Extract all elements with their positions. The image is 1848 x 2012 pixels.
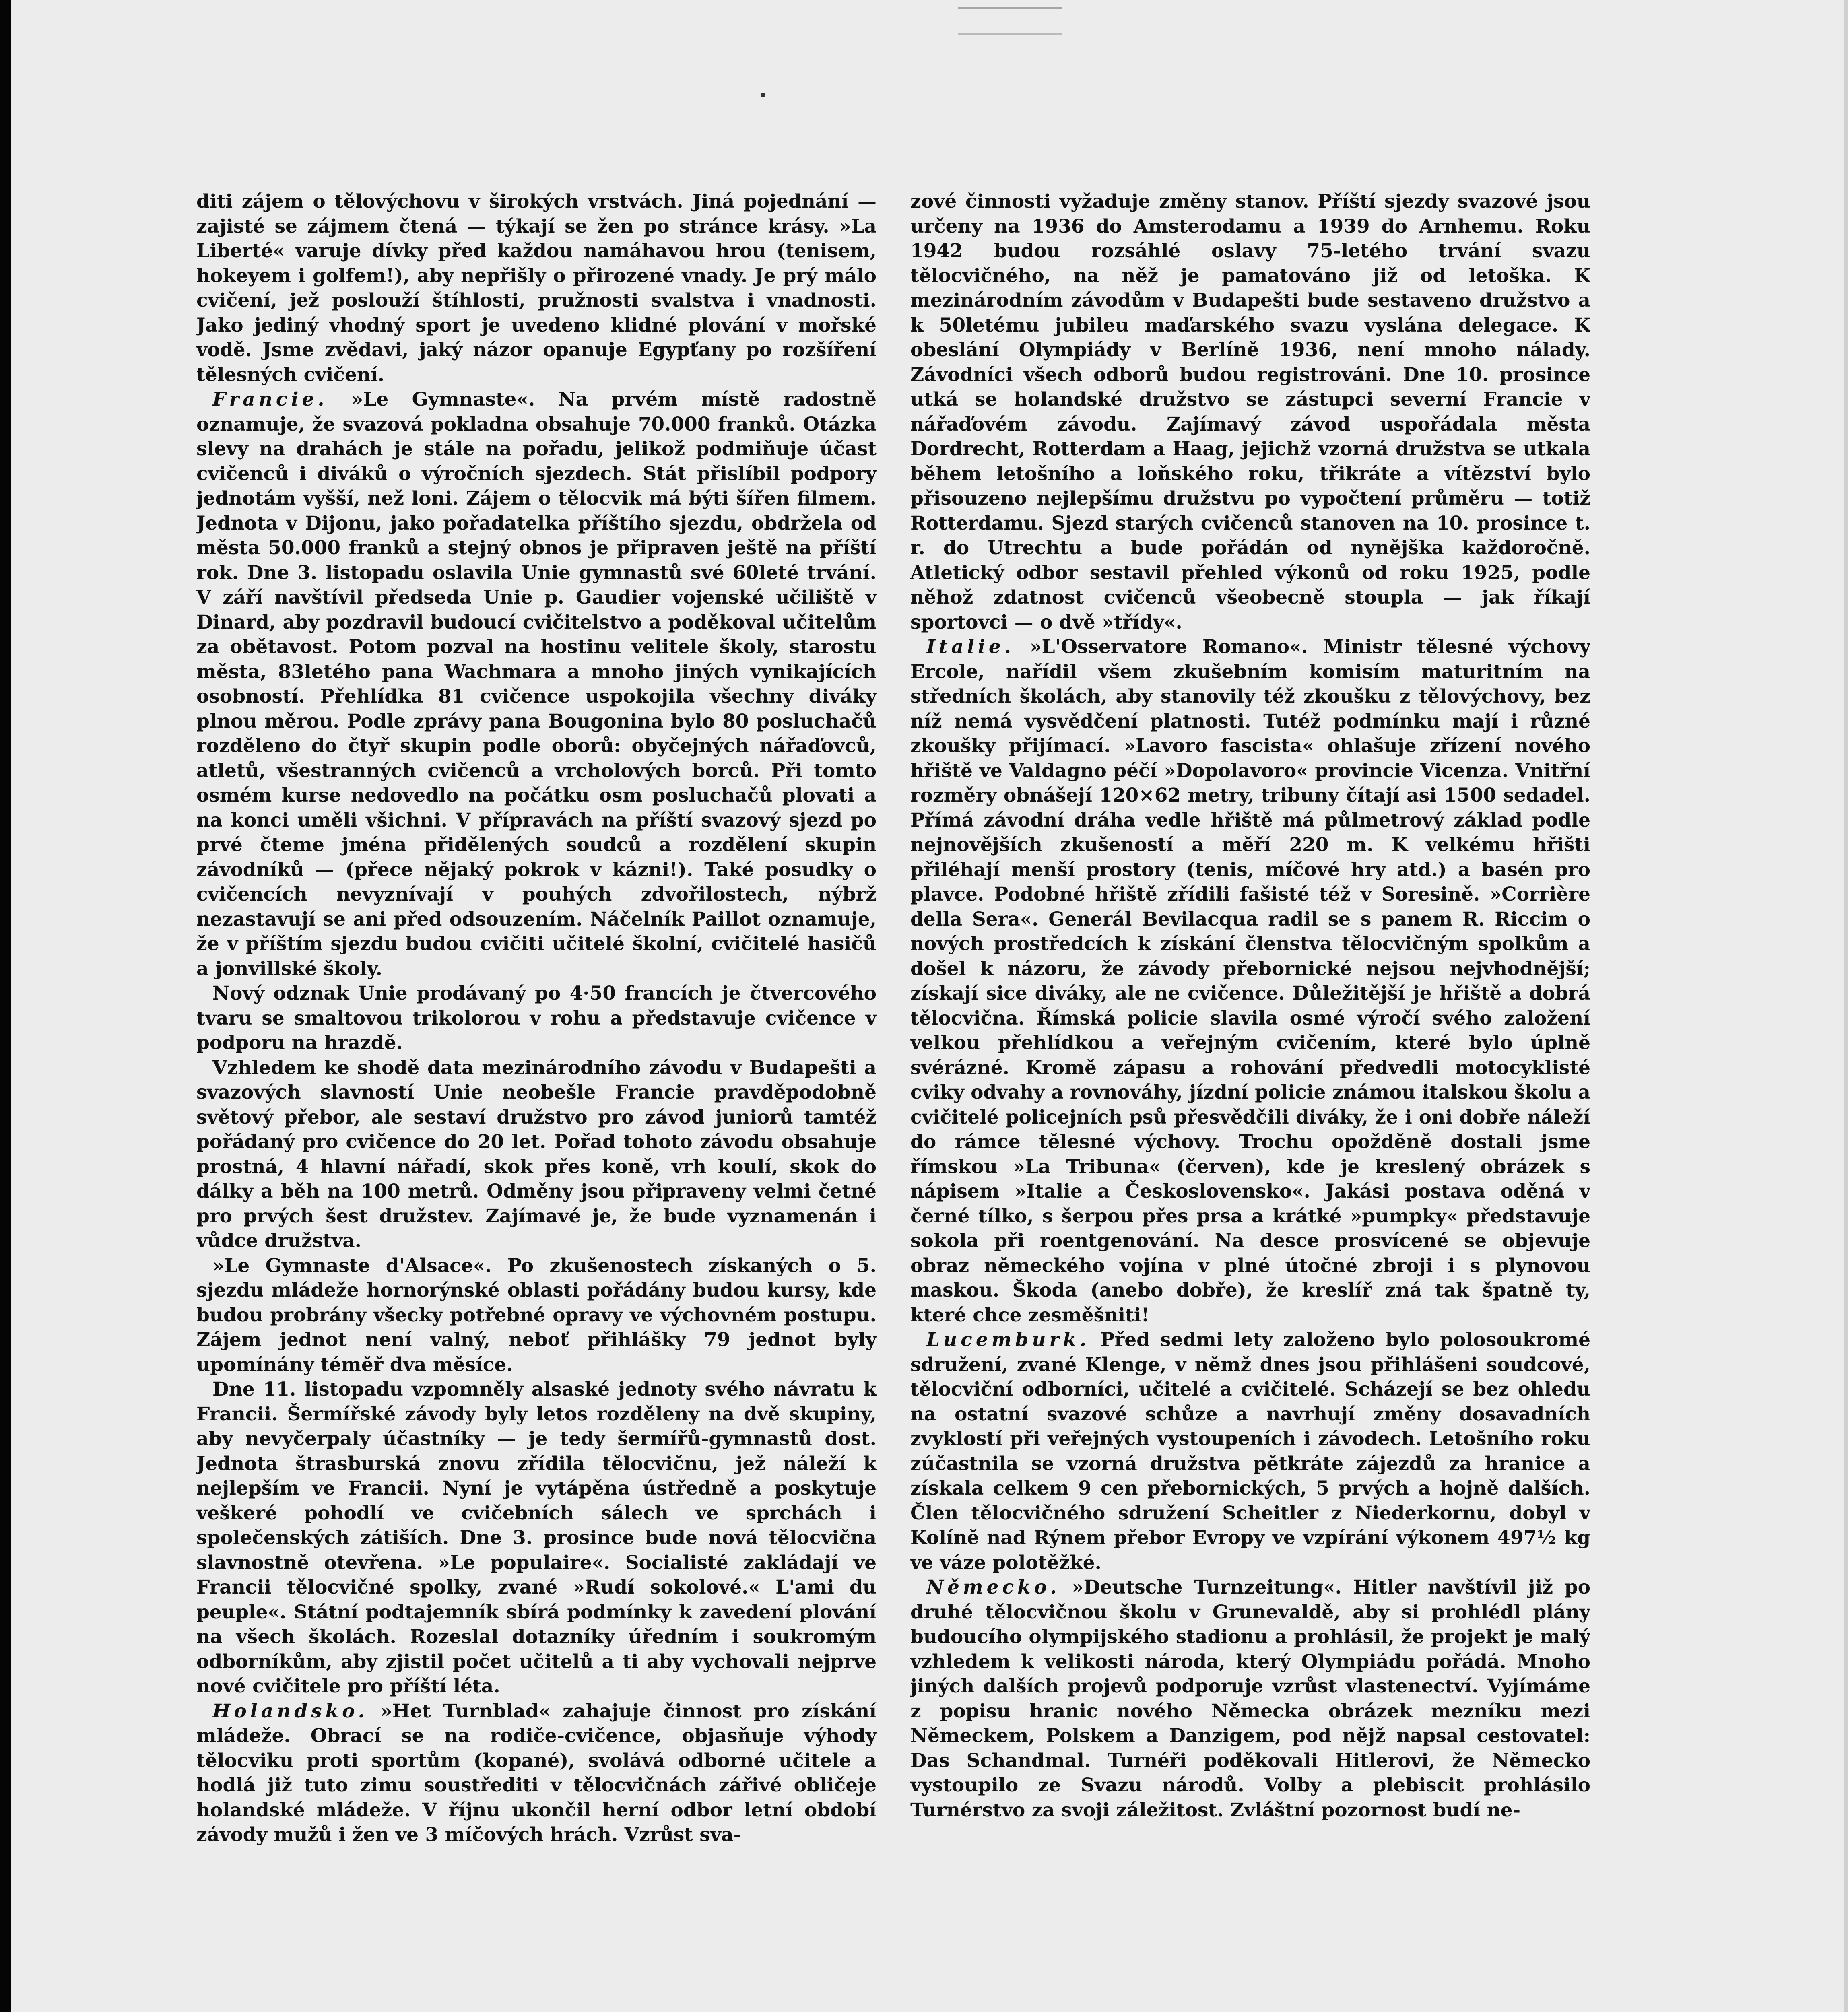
paragraph [196, 1699, 877, 1847]
paragraph-text: Dne 11. listopadu vzpomněly alsaské jednoty svého návratu k Francii. Šermířské závody byly letos rozděleny na dvě skupiny, aby nevyčerpaly účastníky — je tedy šermířů-gymnastů dost. Jednota štrasburská znovu zřídila tělocvičnu, jež náleží k nejlepším ve Francii. Nyní je vytápěna ústředně a poskytuje veškeré pohodlí ve cvičebních sálech ve sprchách i společenských zátiších. Dne 3. prosince bude nová tělocvična slavnostně otevřena. »Le populaire«. Socialisté zakládají ve Francii tělocvičné spolky, zvané »Rudí sokolové.« L'ami du peuple«. Státní podtajemník sbírá podmínky k zavedení plování na všech školách. Rozeslal dotazníky úředním i soukromým odborníkům, aby zjistil počet učitelů a ti aby vychovali nejprve nové cvičitele pro příští léta. [196, 1378, 877, 1697]
country-heading: Lucemburk. [926, 1329, 1090, 1351]
scan-top-marks [958, 7, 1062, 35]
right-column [910, 189, 1590, 1984]
paragraph-text: »Le Gymnaste d'Alsace«. Po zkušenostech získaných o 5. sjezdu mládeže hornorýnské oblasti pořádány budou kursy, kde budou probrány všecky potřebné opravy ve výchovném postupu. Zájem jednot není valný, neboť přihlášky 79 jednot byly upomínány téměř dva měsíce. [196, 1254, 877, 1376]
paragraph [196, 981, 877, 1055]
paragraph-text: zové činnosti vyžaduje změny stanov. Příští sjezdy svazové jsou určeny na 1936 do Amsterodamu a 1939 do Arnhemu. Roku 1942 budou rozsáhlé oslavy 75-letého trvání svazu tělocvičného, na něž je pamatováno již od letoška. K mezinárodním závodům v Budapešti bude sestaveno družstvo a k 50letému jubileu maďarského svazu vyslána delegace. K obeslání Olympiády v Berlíně 1936, není mnoho nálady. Závodníci všech odborů budou registrováni. Dne 10. prosince utká se holandské družstvo se zástupci severní Francie v nářaďovém závodu. Zajímavý závod uspořádala města Dordrecht, Rotterdam a Haag, jejichž vzorná družstva se utkala během letošního a loňského roku, třikráte a vítězství bylo přisouzeno nejlepšímu družstvu po vypočtení průměru — totiž Rotterdamu. Sjezd starých cvičenců stanoven na 10. prosince t. r. do Utrechtu a bude pořádán od nynějška každoročně. Atletický odbor sestavil přehled výkonů od roku 1925, podle něhož zdatnost cvičenců všeobecně stoupla — jak říkají sportovci — o dvě »třídy«. [910, 190, 1590, 633]
country-heading: Italie. [926, 636, 1015, 658]
paragraph [910, 635, 1590, 1328]
left-column [196, 189, 877, 1984]
paragraph [196, 189, 877, 387]
paragraph-text: »Deutsche Turnzeitung«. Hitler navštívil již po druhé tělocvičnou školu v Grunevaldě, aby si prohlédl plány budoucího olympijského stadionu a prohlásil, že projekt je malý vzhledem k velikosti národa, který Olympiádu pořádá. Mnoho jiných dalších projevů podporuje vzrůst vlastenectví. Vyjímáme z popisu hranic nového Německa obrázek mezníku mezi Německem, Polskem a Danzigem, pod nějž napsal cestovatel: Das Schandmal. Turnéři poděkovali Hitlerovi, že Německo vystoupilo ze Svazu národů. Volby a plebiscit prohlásilo Turnérstvo za svoji záležitost. Zvláštní pozornost budí ne- [910, 1576, 1590, 1821]
scan-speck [761, 93, 765, 97]
scan-edge-left [0, 0, 11, 2012]
country-heading: Francie. [212, 388, 328, 410]
paragraph [196, 1253, 877, 1377]
paragraph [196, 387, 877, 981]
paragraph-text: diti zájem o tělovýchovu v širokých vrstvách. Jiná pojednání — zajisté se zájmem čtená — týkají se žen po stránce krásy. »La Liberté« varuje dívky před každou namáhavou hrou (tenisem, hokeyem i golfem!), aby nepřišly o přirozené vnady. Je prý málo cvičení, jež poslouží štíhlosti, pružnosti svalstva i vnadnosti. Jako jediný vhodný sport je uvedeno klidné plování v mořské vodě. Jsme zvědavi, jaký názor opanuje Egypťany po rozšíření tělesných cvičení. [196, 190, 877, 386]
paragraph [910, 1328, 1590, 1575]
paragraph [910, 189, 1590, 635]
country-heading: Holandsko. [212, 1700, 369, 1722]
paragraph-text: Před sedmi lety založeno bylo polosoukromé sdružení, zvané Klenge, v němž dnes jsou přihlášeni soudcové, tělocviční odborníci, učitelé a cvičitelé. Scházejí se bez ohledu na ostatní svazové schůze a navrhují změny dosavadních zvyklostí při veřejných vystoupeních i závodech. Letošního roku zúčastnila se vzorná družstva pětkráte zájezdů za hranice a získala celkem 9 cen přebornických, 5 prvých a hojně dalších. Člen tělocvičného sdružení Scheitler z Niederkornu, dobyl v Kolíně nad Rýnem přebor Evropy ve vzpírání výkonem 497½ kg ve váze polotěžké. [910, 1329, 1590, 1574]
paragraph-text: »L'Osservatore Romano«. Ministr tělesné výchovy Ercole, nařídil všem zkušebním komisím maturitním na středních školách, aby stanovily též zkoušku z tělovýchovy, bez níž nemá vysvědčení platnosti. Tutéž podmínku mají i různé zkoušky přijímací. »Lavoro fascista« ohlašuje zřízení nového hřiště ve Valdagno péčí »Dopolavoro« provincie Vicenza. Vnitřní rozměry obnášejí 120×62 metry, tribuny čítají asi 1500 sedadel. Přímá závodní dráha vedle hřiště má půlmetrový základ podle nejnovějších zkušeností a měří 220 m. K velkému hřišti přiléhají menší prostory (tenis, míčové hry atd.) a basén pro plavce. Podobné hřiště zřídili fašisté též v Soresině. »Corrière della Sera«. Generál Bevilacqua radil se s panem R. Riccim o nových prostředcích k získání členstva tělocvičným spolkům a došel k názoru, že závody přebornické nejsou nejvhodnější; získají sice diváky, ale ne cvičence. Důležitější je hřiště a dobrá tělocvična. Římská policie slavila osmé výročí svého založení velkou přehlídkou a veřejným cvičením, které bylo úplně svérázné. Kromě zápasu a rohování předvedli motocyklisté cviky odvahy a rovnováhy, jízdní policie známou italskou školu a cvičitelé policejních psů přesvědčili diváky, že i oni dobře náleží do rámce tělesné výchovy. Trochu opožděně dostali jsme římskou »La Tribuna« (červen), kde je kreslený obrázek s nápisem »Italie a Československo«. Jakási postava oděná v černé tílko, s šerpou přes prsa a krátké »pumpky« představuje sokola při roentgenování. Na desce prosvícené se objevuje obraz německého vojína v plné útočné zbroji i s plynovou maskou. Škoda (anebo dobře), že kreslíř zná tak špatně ty, které chce zesměšniti! [910, 636, 1590, 1326]
scan-edge-right [1844, 0, 1848, 2012]
paragraph-text: Nový odznak Unie prodávaný po 4·50 francích je čtvercového tvaru se smaltovou trikolorou v rohu a představuje cvičence v podporu na hrazdě. [196, 982, 877, 1054]
paragraph-text: »Le Gymnaste«. Na prvém místě radostně oznamuje, že svazová pokladna obsahuje 70.000 franků. Otázka slevy na drahách je stále na pořadu, jelikož podmiňuje účast cvičenců i diváků o výročních sjezdech. Stát přislíbil podpory jednotám vyšší, než loni. Zájem o tělocvik má býti šířen filmem. Jednota v Dijonu, jako pořadatelka příštího sjezdu, obdržela od města 50.000 franků a stejný obnos je připraven ještě na příští rok. Dne 3. listopadu oslavila Unie gymnastů své 60leté trvání. V září navštívil předseda Unie p. Gaudier vojenské učiliště v Dinard, aby pozdravil budoucí cvičitelstvo a poděkoval učitelům za obětavost. Potom pozval na hostinu velitele školy, starostu města, 83letého pana Wachmara a mnoho jiných vynikajících osobností. Přehlídka 81 cvičence uspokojila všechny diváky plnou měrou. Podle zprávy pana Bougonina bylo 80 posluchačů rozděleno do čtyř skupin podle oborů: obyčejných nářaďovců, atletů, všestranných cvičenců a vrcholových borců. Při tomto osmém kurse nedovedlo na počátku osm posluchačů plovati a na konci uměli všichni. V přípravách na příští svazový sjezd po prvé čteme jména přidělených soudců a rozdělení skupin závodníků — (přece nějaký pokrok v kázni!). Také posudky o cvičencích nevyznívají v pouhých zdvořilostech, nýbrž nezastavují se ani před odsouzením. Náčelník Paillot oznamuje, že v příštím sjezdu budou cvičiti učitelé školní, cvičitelé hasičů a jonvillské školy. [196, 388, 877, 980]
paragraph [910, 1575, 1590, 1822]
paragraph [196, 1377, 877, 1699]
paragraph [196, 1055, 877, 1253]
paragraph-text: Vzhledem ke shodě data mezinárodního závodu v Budapešti a svazových slavností Unie neobešle Francie pravděpodobně světový přebor, ale sestaví družstvo pro závod juniorů tamtéž pořádaný pro cvičence do 20 let. Pořad tohoto závodu obsahuje prostná, 4 hlavní nářadí, skok přes koně, vrh koulí, skok do dálky a běh na 100 metrů. Odměny jsou připraveny velmi četné pro prvých šest družstev. Zajímavé je, že bude vyznamenán i vůdce družstva. [196, 1056, 877, 1252]
country-heading: Německo. [926, 1576, 1060, 1598]
paragraph-text: »Het Turnblad« zahajuje činnost pro získání mládeže. Obrací se na rodiče-cvičence, objasňuje výhody tělocviku proti sportům (kopané), svolává odborné učitele a hodlá již tuto zimu soustřediti v tělocvičnách zářivé obličeje holandské mládeže. V říjnu ukončil herní odbor letní období závody mužů i žen ve 3 míčových hrách. Vzrůst sva- [196, 1700, 877, 1846]
